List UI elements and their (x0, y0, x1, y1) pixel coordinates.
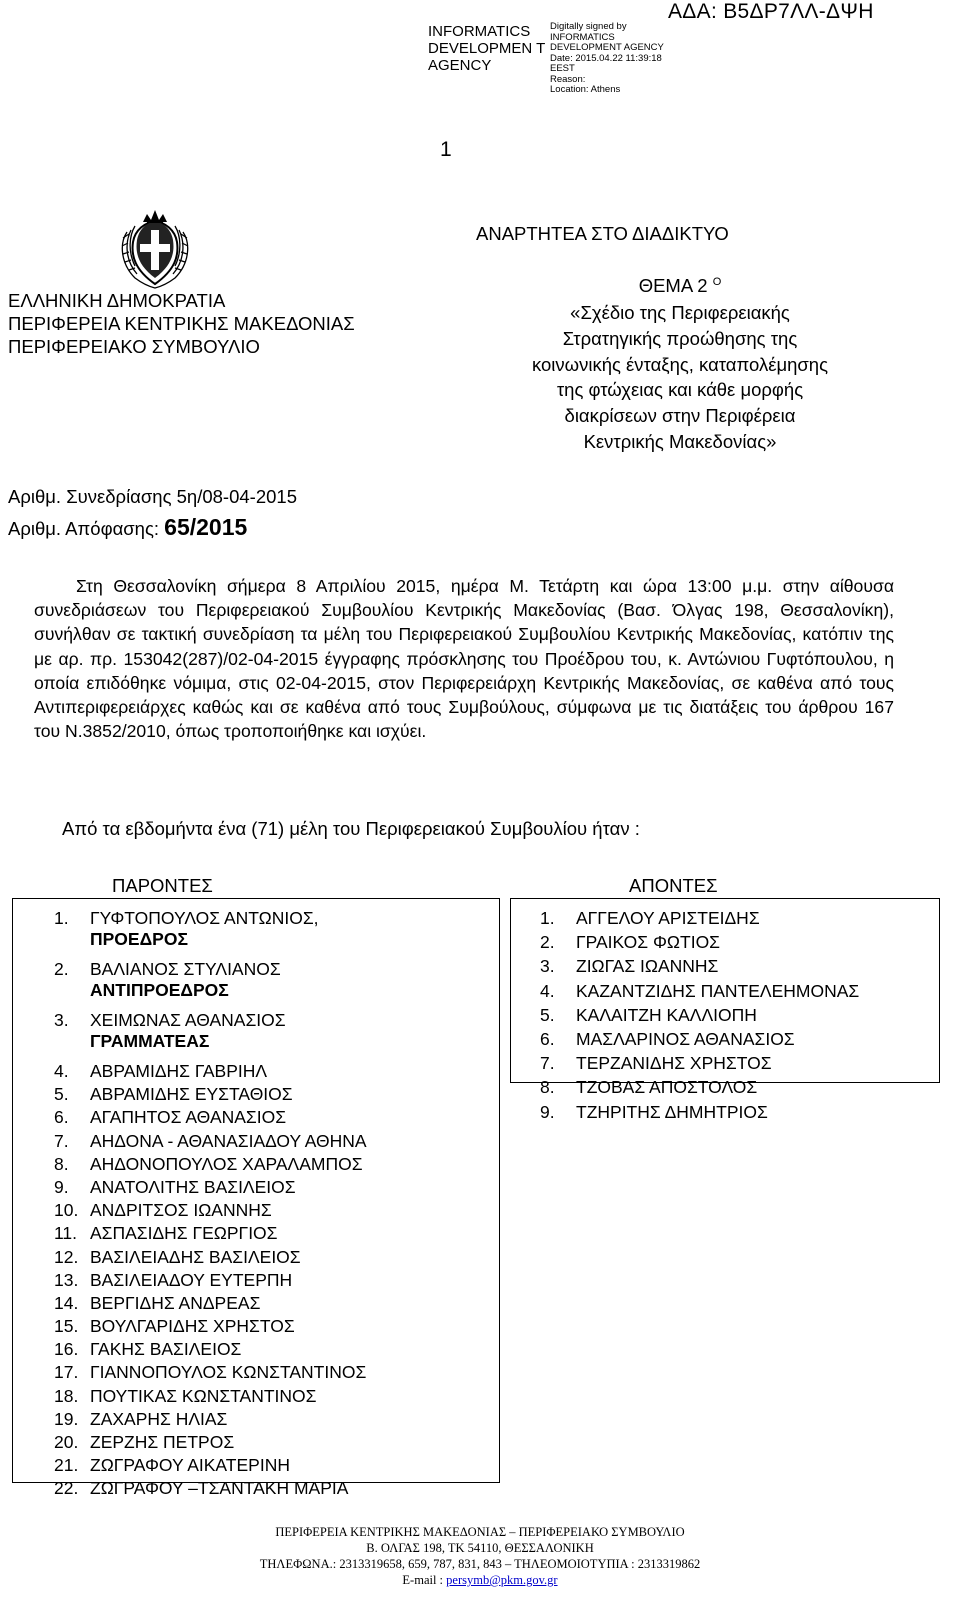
member-row (54, 1061, 367, 1084)
member-number: 1. (540, 908, 555, 928)
signature-line: EEST (550, 63, 575, 74)
member-number: 8. (540, 1077, 555, 1098)
topic-line: «Σχέδιο της Περιφερειακής (570, 302, 790, 323)
signature-line: Date: 2015.04.22 11:39:18 (550, 52, 662, 64)
member-number: 2. (54, 959, 69, 979)
member-name: ΠΟΥΤΙΚΑΣ ΚΩΝΣΤΑΝΤΙΝΟΣ (90, 1385, 317, 1406)
member-number: 2. (540, 932, 555, 953)
member-row (54, 1293, 367, 1316)
topic-title (476, 275, 884, 297)
member-name: ΒΕΡΓΙΔΗΣ ΑΝΔΡΕΑΣ (90, 1292, 261, 1313)
member-row (54, 1362, 367, 1385)
member-entry (90, 908, 319, 959)
member-entry (90, 1316, 295, 1339)
member-entry (90, 1200, 272, 1223)
email-link[interactable]: persymb@pkm.gov.gr (446, 1573, 558, 1587)
meeting-paragraph (34, 574, 894, 743)
member-entry (90, 1154, 363, 1177)
member-number: 3. (54, 1010, 69, 1030)
topic-title-text: ΘΕΜΑ 2 (638, 275, 708, 296)
member-row (540, 908, 859, 932)
member-name: ΖΩΓΡΑΦΟΥ ΑΙΚΑΤΕΡΙΝΗ (90, 1455, 290, 1476)
member-name: ΑΣΠΑΣΙΔΗΣ ΓΕΩΡΓΙΟΣ (90, 1223, 278, 1244)
member-name: ΑΝΑΤΟΛΙΤΗΣ ΒΑΣΙΛΕΙΟΣ (90, 1176, 296, 1197)
member-name: ΒΑΣΙΛΕΙΑΔΟΥ ΕΥΤΕΡΠΗ (90, 1269, 293, 1290)
member-name: ΤΖΗΡΙΤΗΣ ΔΗΜΗΤΡΙΟΣ (576, 1101, 768, 1122)
member-number: 14. (54, 1292, 79, 1313)
member-row (54, 1386, 367, 1409)
footer-line: ΠΕΡΙΦΕΡΕΙΑ ΚΕΝΤΡΙΚΗΣ ΜΑΚΕΔΟΝΙΑΣ – ΠΕΡΙΦΕΡΕΙΑΚΟ ΣΥΜΒΟΥΛΙΟ (275, 1525, 685, 1539)
member-row (54, 1107, 367, 1130)
member-name: ΒΑΣΙΛΕΙΑΔΗΣ ΒΑΣΙΛΕΙΟΣ (90, 1246, 301, 1267)
member-number: 20. (54, 1432, 79, 1452)
member-row (54, 908, 367, 959)
footer-line: Β. ΟΛΓΑΣ 198, ΤΚ 54110, ΘΕΣΣΑΛΟΝΙΚΗ (366, 1541, 594, 1555)
member-number: 6. (54, 1107, 69, 1128)
member-name: ΑΒΡΑΜΙΔΗΣ ΓΑΒΡΙΗΛ (90, 1061, 268, 1081)
member-row (540, 1005, 859, 1029)
org-line: ΠΕΡΙΦΕΡΕΙΑ ΚΕΝΤΡΙΚΗΣ ΜΑΚΕΔΟΝΙΑΣ (8, 313, 355, 334)
member-entry (90, 1061, 267, 1084)
signature-line: Reason: (550, 73, 586, 85)
member-name: ΑΗΔΟΝΑ - ΑΘΑΝΑΣΙΑΔΟΥ ΑΘΗΝΑ (90, 1130, 367, 1151)
topic-line: διακρίσεων στην Περιφέρεια (564, 405, 796, 427)
member-entry (90, 1432, 234, 1455)
member-entry (90, 1107, 286, 1130)
member-number: 8. (54, 1153, 69, 1174)
email-label: E-mail : (402, 1573, 447, 1587)
member-role: ΑΝΤΙΠΡΟΕΔΡΟΣ (90, 980, 229, 1000)
member-row (540, 1077, 859, 1101)
ada-code: ΑΔΑ: Β5ΔΡ7ΛΛ-ΔΨΗ (668, 0, 874, 23)
member-entry (576, 956, 718, 980)
session-number: Αριθμ. Συνεδρίασης 5η/08-04-2015 (8, 486, 297, 507)
member-row (54, 1084, 367, 1107)
member-row (54, 1200, 367, 1223)
member-row (540, 932, 859, 956)
member-entry (90, 1010, 286, 1061)
member-name: ΓΡΑΙΚΟΣ ΦΩΤΙΟΣ (576, 932, 720, 953)
member-entry (90, 1177, 296, 1200)
member-entry (90, 1131, 367, 1154)
member-row (54, 959, 367, 1010)
member-number: 10. (54, 1200, 79, 1221)
member-row (54, 1223, 367, 1246)
decision-number (8, 514, 247, 541)
signature-details (550, 22, 680, 96)
org-line: ΕΛΛΗΝΙΚΗ ΔΗΜΟΚΡΑΤΙΑ (8, 290, 226, 311)
member-role: ΠΡΟΕΔΡΟΣ (90, 929, 188, 949)
member-entry (576, 1005, 757, 1029)
member-number: 6. (540, 1028, 555, 1049)
present-list (54, 908, 367, 1502)
topic-line: Κεντρικής Μακεδονίας» (583, 430, 777, 452)
member-name: ΓΥΦΤΟΠΟΥΛΟΣ ΑΝΤΩΝΙΟΣ, (90, 908, 319, 928)
member-name: ΑΗΔΟΝΟΠΟΥΛΟΣ ΧΑΡΑΛΑΜΠΟΣ (90, 1153, 363, 1174)
member-name: ΧΕΙΜΩΝΑΣ ΑΘΑΝΑΣΙΟΣ (90, 1010, 286, 1030)
topic-line: Στρατηγικής προώθησης της (562, 327, 798, 349)
footer (0, 1524, 960, 1588)
member-number: 1. (54, 908, 69, 928)
member-name: ΒΑΛΙΑΝΟΣ ΣΤΥΛΙΑΝΟΣ (90, 959, 281, 979)
member-row (54, 1409, 367, 1432)
member-entry (576, 1102, 768, 1126)
member-entry (576, 908, 760, 932)
member-number: 18. (54, 1385, 79, 1406)
member-entry (90, 1409, 227, 1432)
organization-header (8, 289, 355, 358)
member-number: 13. (54, 1269, 79, 1290)
member-row (54, 1316, 367, 1339)
member-entry (90, 1362, 366, 1385)
member-row (540, 1102, 859, 1126)
meeting-text: Στη Θεσσαλονίκη σήμερα 8 Απριλίου 2015, ημέρα Μ. Τετάρτη και ώρα 13:00 μ.μ. στην αίθουσα συνεδριάσεων του Περιφερειακού Συμβουλίου Κεντρικής Μακεδονίας (Βασ. Όλγας 198, Θεσσαλονίκη), συνήλθαν σε τακτική συνεδρίαση τα μέλη του Περιφερειακού Συμβουλίου Κεντρικής Μακεδονίας, κατόπιν της με αρ. πρ. 153042(287)/02-04-2015 έγγραφης πρόσκλησης του Προέδρου του, κ. Αντώνιου Γυφτόπουλου, η οποία επιδόθηκε νόμιμα, στις 02-04-2015, στον Περιφερειάρχη Κεντρικής Μακεδονίας, σε καθένα από τους Αντιπεριφερειάρχες καθώς και σε καθένα από τους Συμβούλους, σύμφωνα με τις διατάξεις του άρθρου 167 του Ν.3852/2010, όπως τροποποιήθηκε και ισχύει. (34, 576, 894, 742)
member-name: ΤΖΟΒΑΣ ΑΠΟΣΤΟΛΟΣ (576, 1077, 758, 1098)
member-name: ΑΓΓΕΛΟΥ ΑΡΙΣΤΕΙΔΗΣ (576, 908, 760, 928)
publish-notice: ΑΝΑΡΤΗΤΕΑ ΣΤΟ ΔΙΑΔΙΚΤΥΟ (476, 223, 729, 244)
signature-line: INFORMATICS (550, 31, 615, 43)
member-row (54, 1270, 367, 1293)
member-row (54, 1247, 367, 1270)
member-row (540, 1029, 859, 1053)
member-row (54, 1455, 367, 1478)
member-entry (90, 959, 281, 1010)
member-entry (576, 1029, 795, 1053)
member-row (54, 1010, 367, 1061)
member-row (540, 981, 859, 1005)
member-name: ΒΟΥΛΓΑΡΙΔΗΣ ΧΡΗΣΤΟΣ (90, 1316, 295, 1337)
absent-list (540, 908, 859, 1126)
member-number: 17. (54, 1362, 79, 1383)
member-number: 5. (54, 1084, 69, 1105)
member-number: 4. (54, 1061, 69, 1081)
member-entry (576, 1077, 757, 1101)
member-row (54, 1478, 367, 1501)
member-name: ΜΑΣΛΑΡΙΝΟΣ ΑΘΑΝΑΣΙΟΣ (576, 1028, 795, 1049)
member-entry (576, 932, 720, 956)
member-row (540, 1053, 859, 1077)
member-entry (90, 1223, 277, 1246)
member-entry (90, 1455, 290, 1478)
member-number: 9. (54, 1176, 69, 1197)
member-entry (576, 1053, 772, 1077)
member-entry (90, 1478, 348, 1501)
member-row (54, 1432, 367, 1455)
member-number: 15. (54, 1316, 79, 1337)
member-name: ΚΑΖΑΝΤΖΙΔΗΣ ΠΑΝΤΕΛΕΗΜΟΝΑΣ (576, 980, 860, 1001)
member-number: 19. (54, 1408, 79, 1429)
member-number: 12. (54, 1246, 79, 1267)
member-name: ΑΓΑΠΗΤΟΣ ΑΘΑΝΑΣΙΟΣ (90, 1107, 287, 1128)
member-name: ΖΩΓΡΑΦΟΥ –ΤΣΑΝΤΑΚΗ ΜΑΡΙΑ (90, 1478, 349, 1499)
signature-line: Digitally signed by (550, 21, 627, 32)
member-entry (90, 1339, 241, 1362)
member-name: ΑΒΡΑΜΙΔΗΣ ΕΥΣΤΑΘΙΟΣ (90, 1084, 293, 1105)
topic-line: της φτώχειας και κάθε μορφής (556, 379, 804, 401)
member-number: 9. (540, 1101, 555, 1122)
topic-line: κοινωνικής ένταξης, καταπολέμησης (531, 353, 829, 375)
topic-description (476, 300, 884, 455)
member-row (54, 1154, 367, 1177)
decision-value: 65/2015 (164, 514, 248, 540)
member-number: 4. (540, 980, 555, 1001)
member-number: 16. (54, 1339, 79, 1360)
member-name: ΖΑΧΑΡΗΣ ΗΛΙΑΣ (90, 1408, 228, 1429)
member-number: 7. (540, 1053, 555, 1074)
member-name: ΖΕΡΖΗΣ ΠΕΤΡΟΣ (90, 1432, 235, 1452)
member-entry (576, 981, 859, 1005)
topic-superscript: Ο (712, 275, 722, 288)
member-entry (90, 1293, 260, 1316)
page-number: 1 (440, 138, 452, 161)
signature-name: INFORMATICS DEVELOPMEN T AGENCY (428, 23, 545, 74)
member-row (54, 1131, 367, 1154)
footer-email-line (0, 1572, 960, 1588)
member-entry (90, 1084, 293, 1107)
member-number: 7. (54, 1130, 69, 1151)
member-name: ΤΕΡΖΑΝΙΔΗΣ ΧΡΗΣΤΟΣ (576, 1053, 772, 1074)
signature-line: Location: Athens (550, 84, 621, 95)
member-row (54, 1177, 367, 1200)
member-name: ΚΑΛΑΙΤΖΗ ΚΑΛΛΙΟΠΗ (576, 1004, 757, 1025)
greek-emblem-icon (105, 192, 205, 292)
member-role: ΓΡΑΜΜΑΤΕΑΣ (90, 1031, 210, 1051)
member-entry (90, 1270, 292, 1293)
member-entry (90, 1247, 301, 1270)
member-number: 3. (540, 956, 555, 977)
decision-label: Αριθμ. Απόφασης: (8, 518, 160, 539)
member-row (540, 956, 859, 980)
signature-line: DEVELOPMENT AGENCY (550, 42, 664, 53)
member-number: 22. (54, 1478, 79, 1499)
footer-line: ΤΗΛΕΦΩΝΑ.: 2313319658, 659, 787, 831, 843 – ΤΗΛΕΟΜΟΙΟΤΥΠΙΑ : 2313319862 (259, 1557, 701, 1571)
member-name: ΓΙΑΝΝΟΠΟΥΛΟΣ ΚΩΝΣΤΑΝΤΙΝΟΣ (90, 1362, 367, 1383)
member-number: 5. (540, 1004, 555, 1025)
members-intro: Από τα εβδομήντα ένα (71) μέλη του Περιφερειακού Συμβουλίου ήταν : (62, 818, 640, 839)
org-line: ΠΕΡΙΦΕΡΕΙΑΚΟ ΣΥΜΒΟΥΛΙΟ (8, 336, 260, 357)
absent-heading: ΑΠΟΝΤΕΣ (629, 875, 718, 896)
member-name: ΓΑΚΗΣ ΒΑΣΙΛΕΙΟΣ (90, 1339, 242, 1360)
member-row (54, 1339, 367, 1362)
member-entry (90, 1386, 316, 1409)
member-name: ΖΙΩΓΑΣ ΙΩΑΝΝΗΣ (576, 956, 719, 977)
member-number: 21. (54, 1455, 79, 1476)
member-number: 11. (54, 1223, 78, 1244)
present-heading: ΠΑΡΟΝΤΕΣ (112, 875, 213, 896)
member-name: ΑΝΔΡΙΤΣΟΣ ΙΩΑΝΝΗΣ (90, 1200, 272, 1221)
